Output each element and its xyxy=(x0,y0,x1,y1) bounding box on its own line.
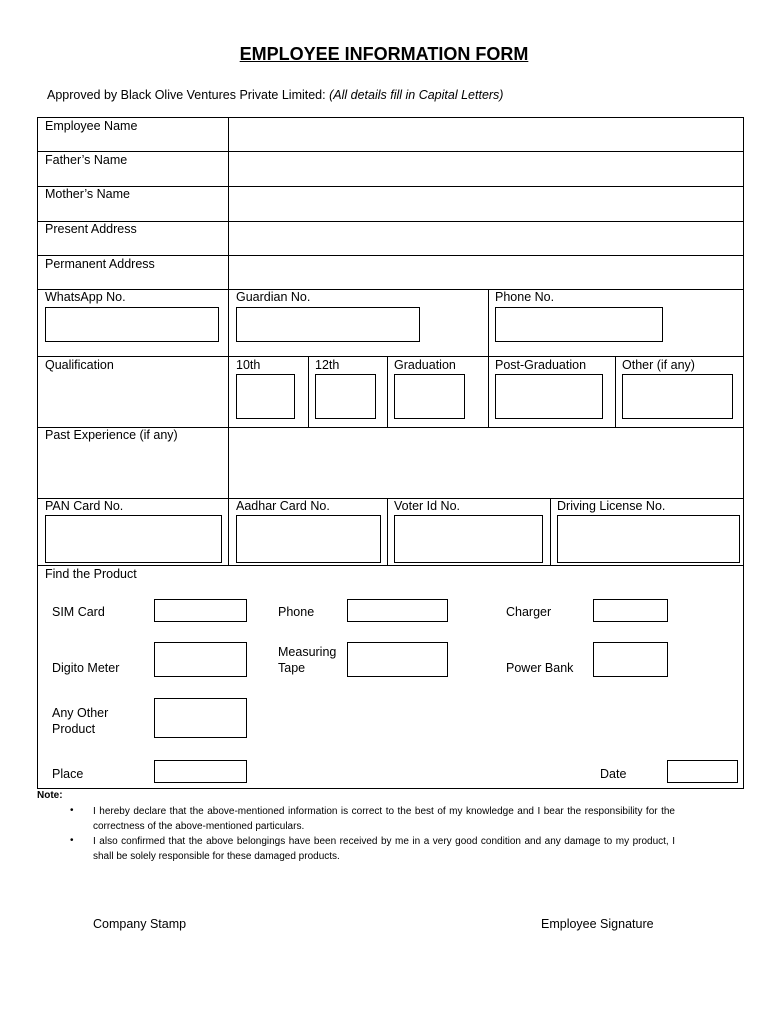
qualification-graduation-label: Graduation xyxy=(394,358,456,372)
row-divider xyxy=(38,186,743,187)
product-phone-checkbox[interactable] xyxy=(347,599,448,622)
company-stamp-label: Company Stamp xyxy=(93,917,187,931)
any-other-product-field[interactable] xyxy=(154,698,247,738)
phone-label: Phone No. xyxy=(495,290,555,304)
past-experience-label: Past Experience (if any) xyxy=(45,428,178,442)
row-divider xyxy=(38,255,743,256)
qualification-10th-label: 10th xyxy=(236,358,261,372)
place-label: Place xyxy=(52,767,84,781)
row-divider xyxy=(38,221,743,222)
date-field[interactable] xyxy=(667,760,738,783)
qualification-12th-label: 12th xyxy=(315,358,340,372)
column-divider xyxy=(615,356,616,427)
approval-text: Approved by Black Olive Ventures Private Limited: xyxy=(47,88,330,102)
product-phone-label: Phone xyxy=(278,605,315,619)
present-address-field[interactable] xyxy=(229,223,742,254)
bullet-icon: • xyxy=(70,805,74,816)
whatsapp-field[interactable] xyxy=(45,307,219,342)
date-label: Date xyxy=(600,767,627,781)
past-experience-field[interactable] xyxy=(229,429,742,497)
qualification-graduation-field[interactable] xyxy=(394,374,465,419)
mothers-name-label: Mother’s Name xyxy=(45,187,130,201)
mothers-name-field[interactable] xyxy=(229,188,742,220)
charger-label: Charger xyxy=(506,605,552,619)
pan-label: PAN Card No. xyxy=(45,499,124,513)
column-divider xyxy=(488,289,489,356)
qualification-other-field[interactable] xyxy=(622,374,733,419)
aadhar-label: Aadhar Card No. xyxy=(236,499,330,513)
guardian-field[interactable] xyxy=(236,307,420,342)
power-bank-label: Power Bank xyxy=(506,661,574,675)
charger-checkbox[interactable] xyxy=(593,599,668,622)
driving-license-field[interactable] xyxy=(557,515,740,563)
permanent-address-label: Permanent Address xyxy=(45,257,155,271)
any-other-product-label-line1: Any Other xyxy=(52,706,109,720)
qualification-label: Qualification xyxy=(45,358,114,372)
measuring-tape-label-line1: Measuring xyxy=(278,645,337,659)
approval-line xyxy=(47,88,503,102)
place-field[interactable] xyxy=(154,760,247,783)
employee-name-field[interactable] xyxy=(229,119,742,150)
power-bank-checkbox[interactable] xyxy=(593,642,668,677)
driving-license-label: Driving License No. xyxy=(557,499,666,513)
column-divider xyxy=(488,356,489,427)
employee-name-label: Employee Name xyxy=(45,119,138,133)
pan-field[interactable] xyxy=(45,515,222,563)
qualification-post-graduation-label: Post-Graduation xyxy=(495,358,587,372)
sim-card-checkbox[interactable] xyxy=(154,599,247,622)
row-divider xyxy=(38,289,743,290)
row-divider xyxy=(38,151,743,152)
present-address-label: Present Address xyxy=(45,222,137,236)
column-divider xyxy=(308,356,309,427)
employee-signature-label: Employee Signature xyxy=(541,917,654,931)
form-table xyxy=(37,117,744,789)
approval-note: (All details fill in Capital Letters) xyxy=(329,88,504,102)
digito-meter-label: Digito Meter xyxy=(52,661,120,675)
column-divider xyxy=(387,356,388,427)
row-divider xyxy=(38,356,743,357)
permanent-address-field[interactable] xyxy=(229,257,742,288)
find-product-heading: Find the Product xyxy=(45,567,137,581)
voter-id-label: Voter Id No. xyxy=(394,499,461,513)
column-divider xyxy=(228,118,229,565)
row-divider xyxy=(38,565,743,566)
whatsapp-label: WhatsApp No. xyxy=(45,290,126,304)
measuring-tape-checkbox[interactable] xyxy=(347,642,448,677)
qualification-10th-field[interactable] xyxy=(236,374,295,419)
digito-meter-checkbox[interactable] xyxy=(154,642,247,677)
note-item-belongings: I also confirmed that the above belongings have been received by me in a very good condition and any damage to my product, I shall be solely responsible for these damaged products. xyxy=(93,836,675,862)
voter-id-field[interactable] xyxy=(394,515,543,563)
qualification-post-graduation-field[interactable] xyxy=(495,374,603,419)
fathers-name-field[interactable] xyxy=(229,153,742,185)
guardian-label: Guardian No. xyxy=(236,290,311,304)
measuring-tape-label-line2: Tape xyxy=(278,661,306,675)
qualification-12th-field[interactable] xyxy=(315,374,376,419)
note-item-declaration: I hereby declare that the above-mentioned information is correct to the best of my knowledge and I bear the responsibility for the correctness of the above-mentioned particulars. xyxy=(93,806,675,832)
aadhar-field[interactable] xyxy=(236,515,381,563)
note-title: Note: xyxy=(37,790,63,801)
sim-card-label: SIM Card xyxy=(52,605,105,619)
any-other-product-label-line2: Product xyxy=(52,722,96,736)
column-divider xyxy=(387,498,388,565)
fathers-name-label: Father’s Name xyxy=(45,153,128,167)
form-title: EMPLOYEE INFORMATION FORM xyxy=(239,44,529,64)
bullet-icon: • xyxy=(70,835,74,846)
phone-field[interactable] xyxy=(495,307,663,342)
qualification-other-label: Other (if any) xyxy=(622,358,695,372)
column-divider xyxy=(550,498,551,565)
